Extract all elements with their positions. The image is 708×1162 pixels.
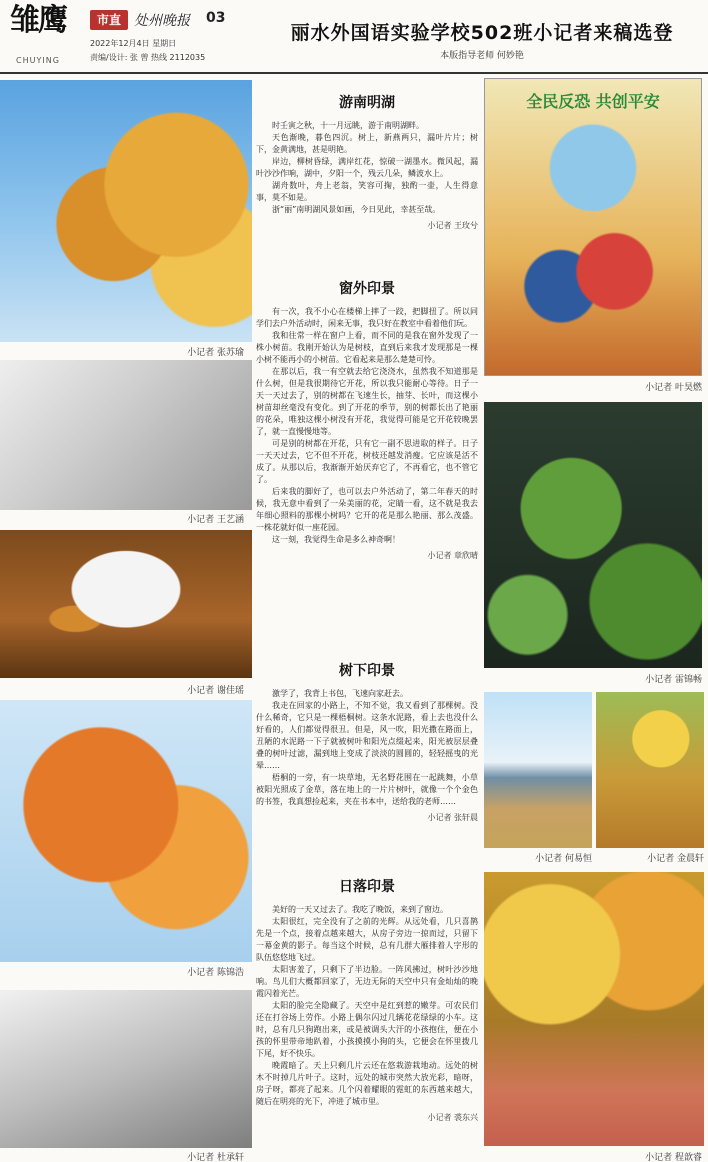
autumn-tree-photo xyxy=(0,80,252,342)
article-title: 日落印景 xyxy=(339,879,395,895)
article-paragraph: 梧桐的一旁，有一块草地，无名野花围在一起跳舞，小草被阳光照成了金草，落在地上的一片片树叶，就像一个个金色的书签，我真想捡起来，夹在书本中，送给我的老师…… xyxy=(256,773,478,806)
poster-title: 全民反恐 共创平安 xyxy=(526,92,660,111)
article-paragraph: 在那以后，我一有空就去给它浇浇水，虽然我不知道那是什么树，但是我很期待它开花，所以我只能耐心等待。日子一天一天过去了，别的树都在飞速生长，抽芽、长叶，而这棵小树苗却丝毫没有变化。到了开花的季节，别的树都长出了艳丽的花朵，唯独这棵小树没有开花，我觉得可能是它开花较晚罢了，就一直慢慢地等。 xyxy=(256,367,478,436)
article-window-scene xyxy=(256,278,478,561)
article-paragraph: 时壬寅之秋，十一月远眺，游于南明湖畔。 xyxy=(272,121,424,130)
anti-terror-poster xyxy=(484,78,702,376)
article-paragraph: 天色渐晚，暮色四沉。树上，新燕两只，漏叶片片；树下，金黄满地，甚是明艳。 xyxy=(256,133,478,154)
article-paragraph: 这一刻，我觉得生命是多么神奇啊！ xyxy=(272,535,400,544)
article-paragraph: 美好的一天又过去了。我吃了晚饭，来到了窗边。 xyxy=(272,905,448,914)
editor-line: 责编/设计: 张 曾 热线 2112035 xyxy=(90,53,206,62)
article-byline: 小记者 章欣晴 xyxy=(427,551,478,560)
article-paragraph: 太阳很红，完全没有了之前的光辉。从远处看，几只喜鹊先是一个点，接着点越来越大，从房子旁边一掠而过，只留下一幕金黄的影子。每当这个时候，总有几群大雁排着人字形的队伍悠悠地飞过。 xyxy=(256,917,478,962)
article-paragraph: 可是别的树都在开花，只有它一副不思进取的样子。日子一天天过去，它不但不开花，树枝还越发消瘦。它应该是活不成了。从那以后，我渐渐开始厌弃它了，不再看它，也不管它了。 xyxy=(256,439,478,484)
article-paragraph: 太阳害羞了，只剩下了半边脸。一阵风拂过，树叶沙沙地响。鸟儿们大概都回家了，无边无际的天空中只有金灿灿的晚霞闪着光芒。 xyxy=(256,965,478,998)
issue-date: 2022年12月4日 星期日 xyxy=(90,39,177,48)
article-sunset xyxy=(256,876,478,1123)
header-divider xyxy=(0,72,708,74)
article-paragraph: 我走在回家的小路上，不知不觉，我又看到了那棵树。没什么稀奇，它只是一棵梧桐树。这条水泥路，看上去也没什么好看的，人们都觉得很丑。但是，风一吹，阳光撒在路面上，丑陋的水泥路一下子就被树叶和阳光点缀起来，阳光被层层叠叠的树叶过滤，漏到地上变成了淡淡的圆圆的，轻轻摇曳的光晕…… xyxy=(256,701,478,770)
article-paragraph: 后来我的脚好了，也可以去户外活动了，第二年春天的时候，我无意中看到了一朵美丽的花，定睛一看，这不就是我去年细心照料的那棵小树吗？它开的花是那么艳丽、那么茂盛。一株花就好似一座花园。 xyxy=(256,487,478,532)
fallen-leaves-photo xyxy=(596,692,704,848)
still-life-sketch xyxy=(0,990,252,1148)
logo-subtitle: CHUYING xyxy=(16,56,60,65)
orange-tree-photo xyxy=(0,700,252,962)
article-nanming-lake xyxy=(256,92,478,231)
page-headline: 丽水外国语实验学校502班小记者来稿选登 xyxy=(290,22,674,44)
logo-text: 雏鹰 xyxy=(10,3,66,38)
article-paragraph: 我和往常一样在窗户上看，而不同的是我在窗外发现了一株小树苗。我刚开始认为是树枝，直到后来我才发现那是一棵小树不能再小的小树苗。它看起来是那么楚楚可怜。 xyxy=(256,331,478,364)
article-paragraph: 浙“丽”南明湖风景如画，今日见此，幸甚至哉。 xyxy=(272,205,441,214)
article-paragraph: 湖舟数叶，舟上老翁，笑容可掬，独酌一壶，人生得意事，莫不如是。 xyxy=(256,181,478,202)
photo-caption: 小记者 雷锦畅 xyxy=(645,675,702,685)
photo-caption: 小记者 杜承轩 xyxy=(187,1153,244,1162)
article-byline: 小记者 裘东兴 xyxy=(427,1113,478,1122)
advisor-line: 本版指导老师 何妙艳 xyxy=(440,51,524,61)
newspaper-logo xyxy=(10,3,82,68)
photo-caption: 小记者 张苏瑜 xyxy=(187,348,244,358)
paper-name: 处州晚报 xyxy=(134,13,190,29)
article-paragraph: 太阳的脸完全隐藏了。天空中是红到惹的嫩芽。可农民们还在打谷场上劳作。小路上偶尔闪过几辆花花绿绿的小车。这时，总有几只狗跑出来，或是被调头大汗的小孩抱住，便在小孩的怀里带帝地趴着，小孩摸摸小狗的头，它便会在怀里拨几下尾，好不快乐。 xyxy=(256,1001,478,1058)
article-paragraph: 晚霞暗了。天上只剩几片云还在悠栽游栽地动。远处的树木不时掉几片叶子。这时，远处的城市突然大放光彩，暗呀，房子呀，都亮了起来。几个闪着耀眼的霓虹的东西越来越大，随后在明亮的光下，冲进了城市里。 xyxy=(256,1061,478,1106)
section-badge: 市直 xyxy=(90,10,128,30)
photo-caption: 小记者 谢佳瑶 xyxy=(187,686,244,696)
article-title: 树下印景 xyxy=(339,663,395,679)
photo-caption: 小记者 陈锦浩 xyxy=(187,968,244,978)
photo-caption: 小记者 金晨轩 xyxy=(647,854,704,864)
article-under-tree xyxy=(256,660,478,823)
photo-caption: 小记者 王艺涵 xyxy=(187,515,244,525)
article-paragraph: 有一次，我不小心在楼梯上摔了一跤，把脚扭了。所以同学们去户外活动时，闲来无事，我只好在教室中看着他们玩。 xyxy=(256,307,478,328)
article-title: 窗外印景 xyxy=(339,281,395,297)
flower-bouquet-photo xyxy=(0,530,252,678)
article-title: 游南明湖 xyxy=(339,95,395,111)
article-paragraph: 岸边，柳树昏绿，满岸红花，惊破一湖墨水。微风起，漏叶沙沙作响，湖中，夕阳一个，残云几朵，鳞波水上。 xyxy=(256,157,478,178)
photo-caption: 小记者 叶昊燃 xyxy=(645,383,702,393)
article-byline: 小记者 王玫兮 xyxy=(427,221,478,230)
forest-path-photo xyxy=(484,872,704,1146)
article-paragraph: 激学了，我背上书包，飞速向家赶去。 xyxy=(272,689,408,698)
masthead xyxy=(0,0,708,76)
photo-caption: 小记者 程歆睿 xyxy=(645,1153,702,1162)
photo-caption: 小记者 何易恒 xyxy=(535,854,592,864)
geometry-sketch xyxy=(0,360,252,510)
article-byline: 小记者 张轩晨 xyxy=(427,813,478,822)
lakeside-photo xyxy=(484,692,592,848)
page-number: 03 xyxy=(206,10,226,26)
lotus-leaf-photo xyxy=(484,402,702,668)
